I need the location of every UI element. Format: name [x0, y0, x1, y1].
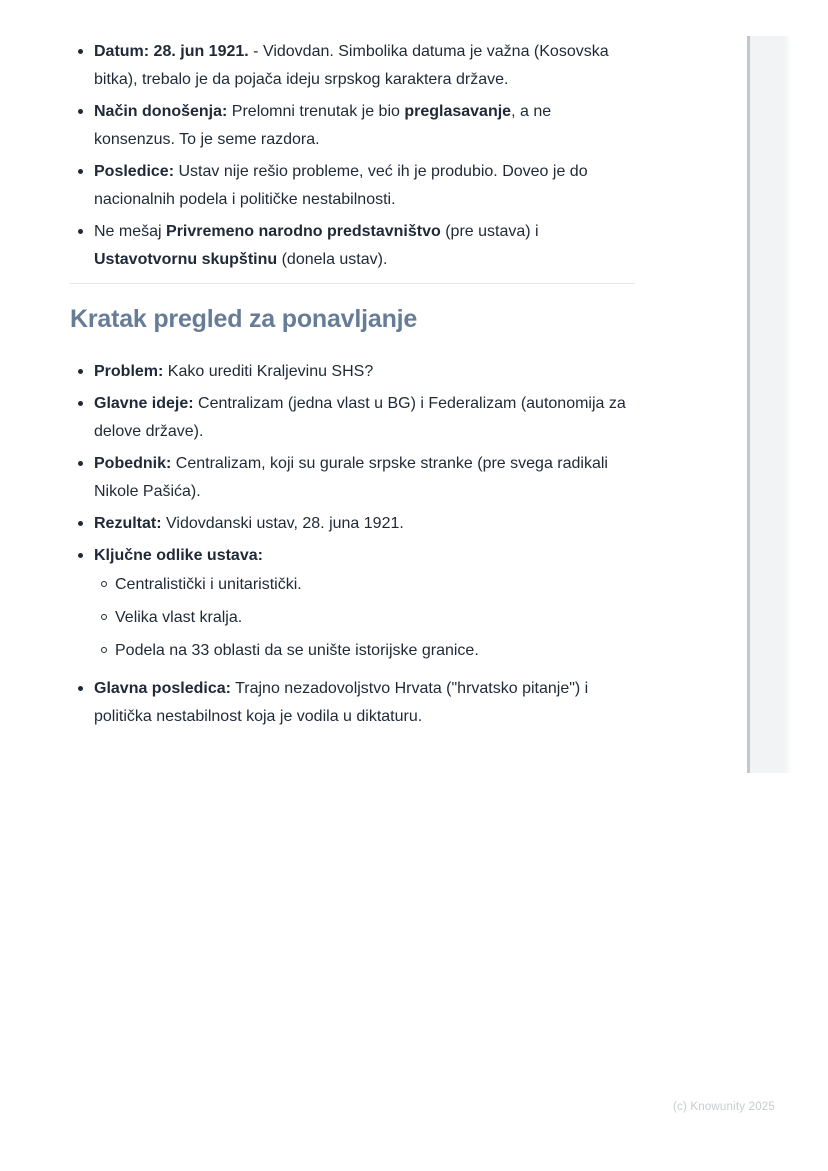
bold-segment: Ustavotvornu skupštinu: [94, 251, 278, 268]
bullet-item: [94, 158, 635, 214]
bullet-item: [94, 510, 635, 538]
bullet-dot: [78, 521, 83, 526]
text-segment: Ne mešaj: [94, 223, 167, 240]
bullet-item: [94, 358, 635, 386]
text-segment: - Vidovdan. Simbolika datuma je važna (Kosovska bitka), trebalo je da pojača ideju srpskog karaktera države.: [94, 43, 609, 88]
text-segment: Centralistički i unitaristički.: [115, 576, 302, 593]
bold-segment: Posledice:: [94, 163, 175, 180]
scrollbar-track[interactable]: [747, 36, 792, 773]
bold-segment: Rezultat:: [94, 515, 162, 532]
bullet-dot: [78, 686, 83, 691]
document-content: [70, 38, 635, 735]
text-segment: Centralizam, koji su gurale srpske stranke (pre svega radikali Nikole Pašića).: [94, 455, 608, 500]
bold-segment: Privremeno narodno predstavništvo: [166, 223, 441, 240]
bullet-item: [94, 390, 635, 446]
copyright-footer: (c) Knowunity 2025: [672, 1101, 775, 1113]
text-segment: (donela ustav).: [277, 251, 388, 268]
bold-segment: Datum: 28. jun 1921.: [94, 43, 249, 60]
bullet-dot: [78, 49, 83, 54]
section-divider: [70, 283, 635, 284]
text-segment: , a ne konsenzus. To je seme razdora.: [94, 103, 552, 148]
bullet-item: [94, 542, 635, 665]
intro-list: [70, 38, 635, 274]
text-segment: Vidovdanski ustav, 28. juna 1921.: [161, 515, 404, 532]
summary-list: [70, 358, 635, 731]
sub-list: [94, 570, 635, 665]
text-segment: Ustav nije rešio probleme, već ih je produbio. Doveo je do nacionalnih podela i političke nestabilnosti.: [94, 163, 588, 208]
text-segment: Prelomni trenutak je bio: [227, 103, 405, 120]
bullet-item: [94, 450, 635, 506]
text-segment: Velika vlast kralja.: [115, 609, 243, 626]
bold-segment: Ključne odlike ustava:: [94, 547, 263, 564]
text-segment: Trajno nezadovoljstvo Hrvata ("hrvatsko pitanje") i politička nestabilnost koja je vodila u diktaturu.: [94, 680, 589, 725]
text-segment: Podela na 33 oblasti da se unište istorijske granice.: [115, 642, 479, 659]
sub-bullet-circle: [101, 647, 107, 653]
bullet-dot: [78, 461, 83, 466]
bold-segment: preglasavanje: [404, 103, 512, 120]
bold-segment: Glavna posledica:: [94, 680, 231, 697]
sub-bullet-item: [115, 571, 635, 599]
bullet-dot: [78, 553, 83, 558]
sub-bullet-circle: [101, 614, 107, 620]
bullet-dot: [78, 169, 83, 174]
sub-bullet-item: [115, 604, 635, 632]
bullet-item: [94, 38, 635, 94]
sub-bullet-circle: [101, 581, 107, 587]
text-segment: Kako urediti Kraljevinu SHS?: [163, 363, 374, 380]
bold-segment: Pobednik:: [94, 455, 172, 472]
section-heading: Kratak pregled za ponavljanje: [70, 305, 418, 333]
bullet-dot: [78, 401, 83, 406]
bullet-item: [94, 675, 635, 731]
bullet-item: [94, 98, 635, 154]
text-segment: Centralizam (jedna vlast u BG) i Federalizam (autonomija za delove države).: [94, 395, 626, 440]
sub-bullet-item: [115, 637, 635, 665]
bullet-dot: [78, 369, 83, 374]
bold-segment: Problem:: [94, 363, 164, 380]
bullet-item: [94, 218, 635, 274]
bold-segment: Glavne ideje:: [94, 395, 194, 412]
bullet-dot: [78, 229, 83, 234]
bold-segment: Način donošenja:: [94, 103, 228, 120]
text-segment: (pre ustava) i: [440, 223, 539, 240]
bullet-dot: [78, 109, 83, 114]
